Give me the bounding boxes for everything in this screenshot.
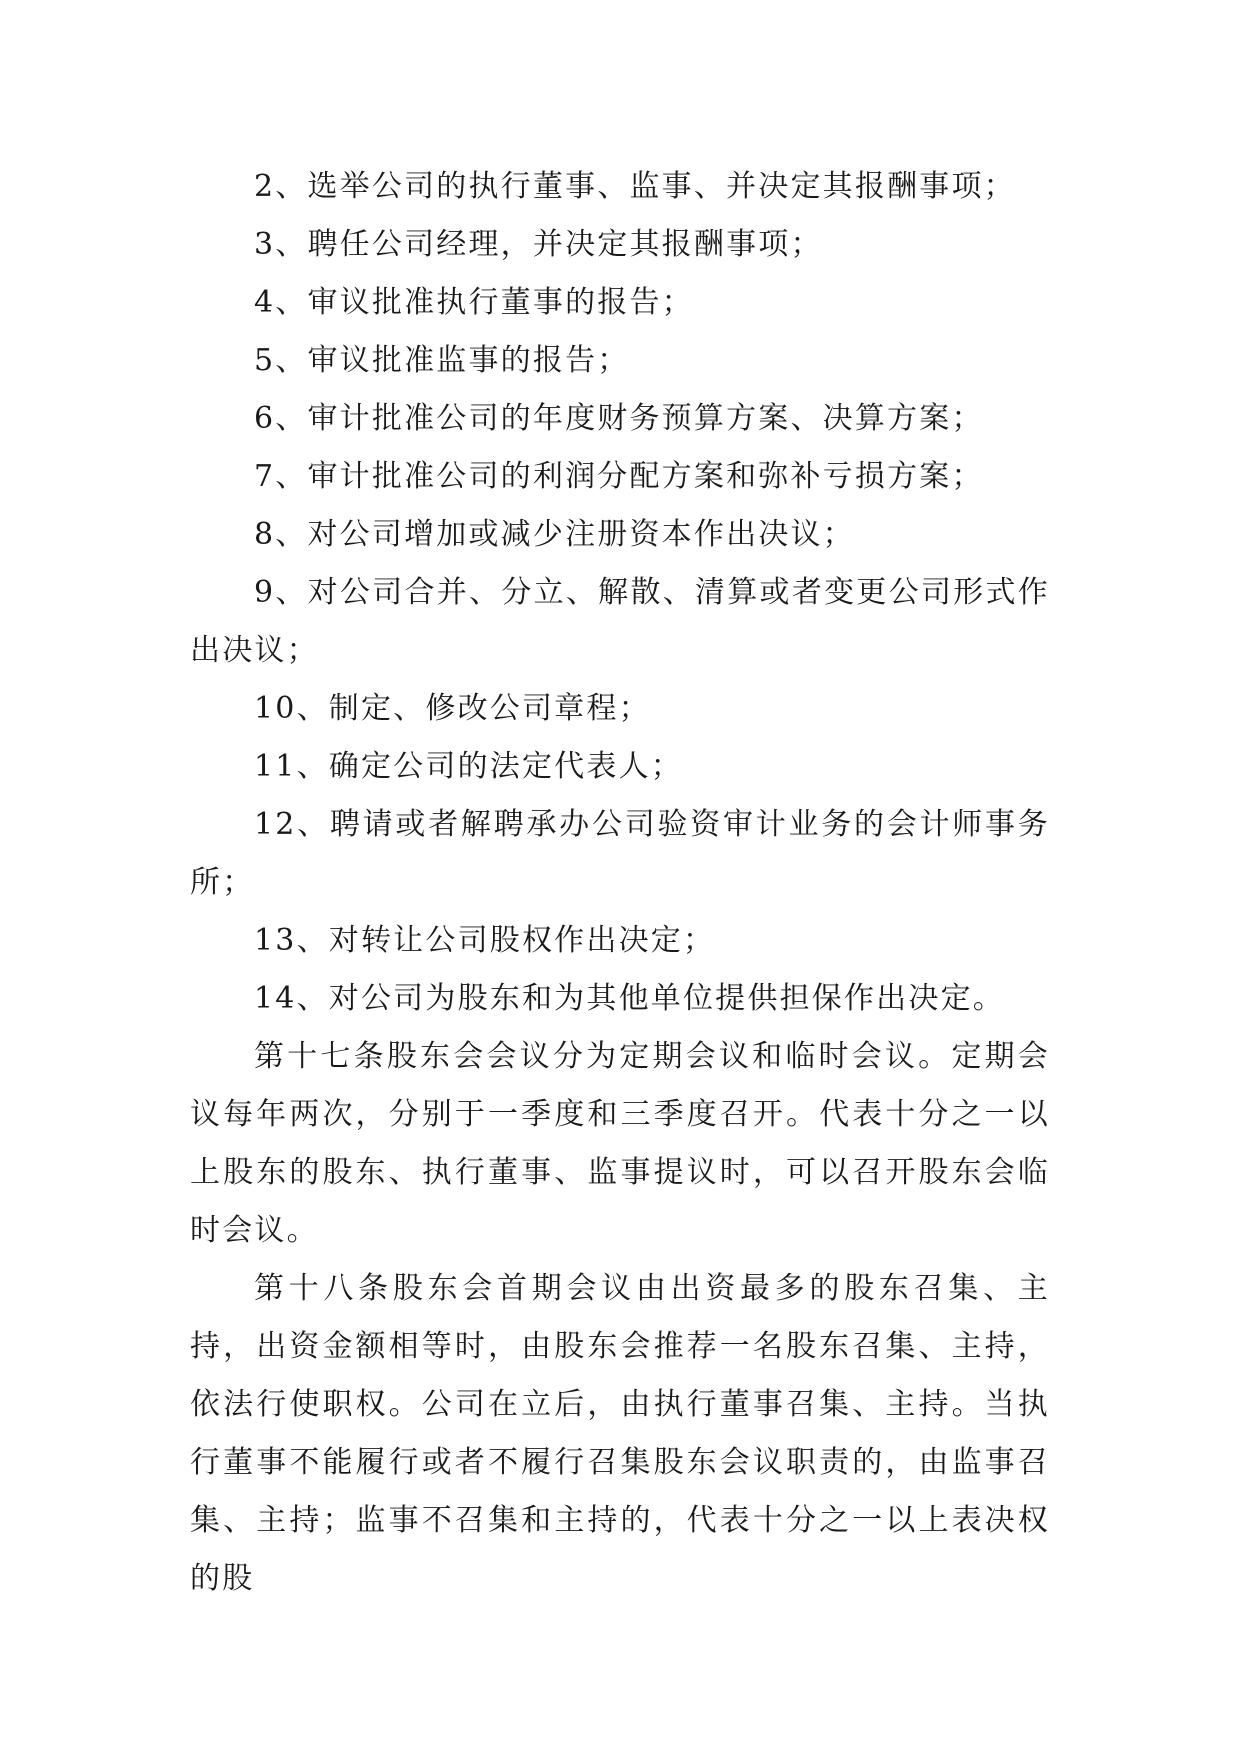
paragraph-item-14: 14、对公司为股东和为其他单位提供担保作出决定。 (254, 981, 1005, 1016)
paragraph-item-3: 3、聘任公司经理，并决定其报酬事项； (254, 227, 823, 262)
paragraph-item-8: 8、对公司增加或减少注册资本作出决议； (254, 517, 855, 552)
paragraph-item-2: 2、选举公司的执行董事、监事、并决定其报酬事项； (254, 169, 1016, 204)
article-17-paragraph: 第十七条股东会会议分为定期会议和临时会议。定期会议每年两次，分别于一季度和三季度召开。代表十分之一以上股东的股东、执行董事、监事提议时，可以召开股东会临时会议。 (190, 1039, 1050, 1248)
article-18-paragraph: 第十八条股东会首期会议由出资最多的股东召集、主持，出资金额相等时，由股东会推荐一名股东召集、主持，依法行使职权。公司在立后，由执行董事召集、主持。当执行董事不能履行或者不履行召集股东会议职责的，由监事召集、主持；监事不召集和主持的，代表十分之一以上表决权的股 (190, 1271, 1050, 1596)
paragraph-item-7: 7、审计批准公司的利润分配方案和弥补亏损方案； (254, 459, 984, 494)
paragraph-item-10: 10、制定、修改公司章程； (254, 691, 651, 726)
document-body (190, 158, 1050, 1608)
paragraph-item-5: 5、审议批准监事的报告； (254, 343, 630, 378)
paragraph-item-6: 6、审计批准公司的年度财务预算方案、决算方案； (254, 401, 984, 436)
paragraph-item-13: 13、对转让公司股权作出决定； (254, 923, 716, 958)
paragraph-item-4: 4、审议批准执行董事的报告； (254, 285, 694, 320)
paragraph-item-12: 12、聘请或者解聘承办公司验资审计业务的会计师事务所； (190, 807, 1050, 900)
paragraph-item-9: 9、对公司合并、分立、解散、清算或者变更公司形式作出决议； (190, 575, 1050, 668)
paragraph-item-11: 11、确定公司的法定代表人； (254, 749, 683, 784)
